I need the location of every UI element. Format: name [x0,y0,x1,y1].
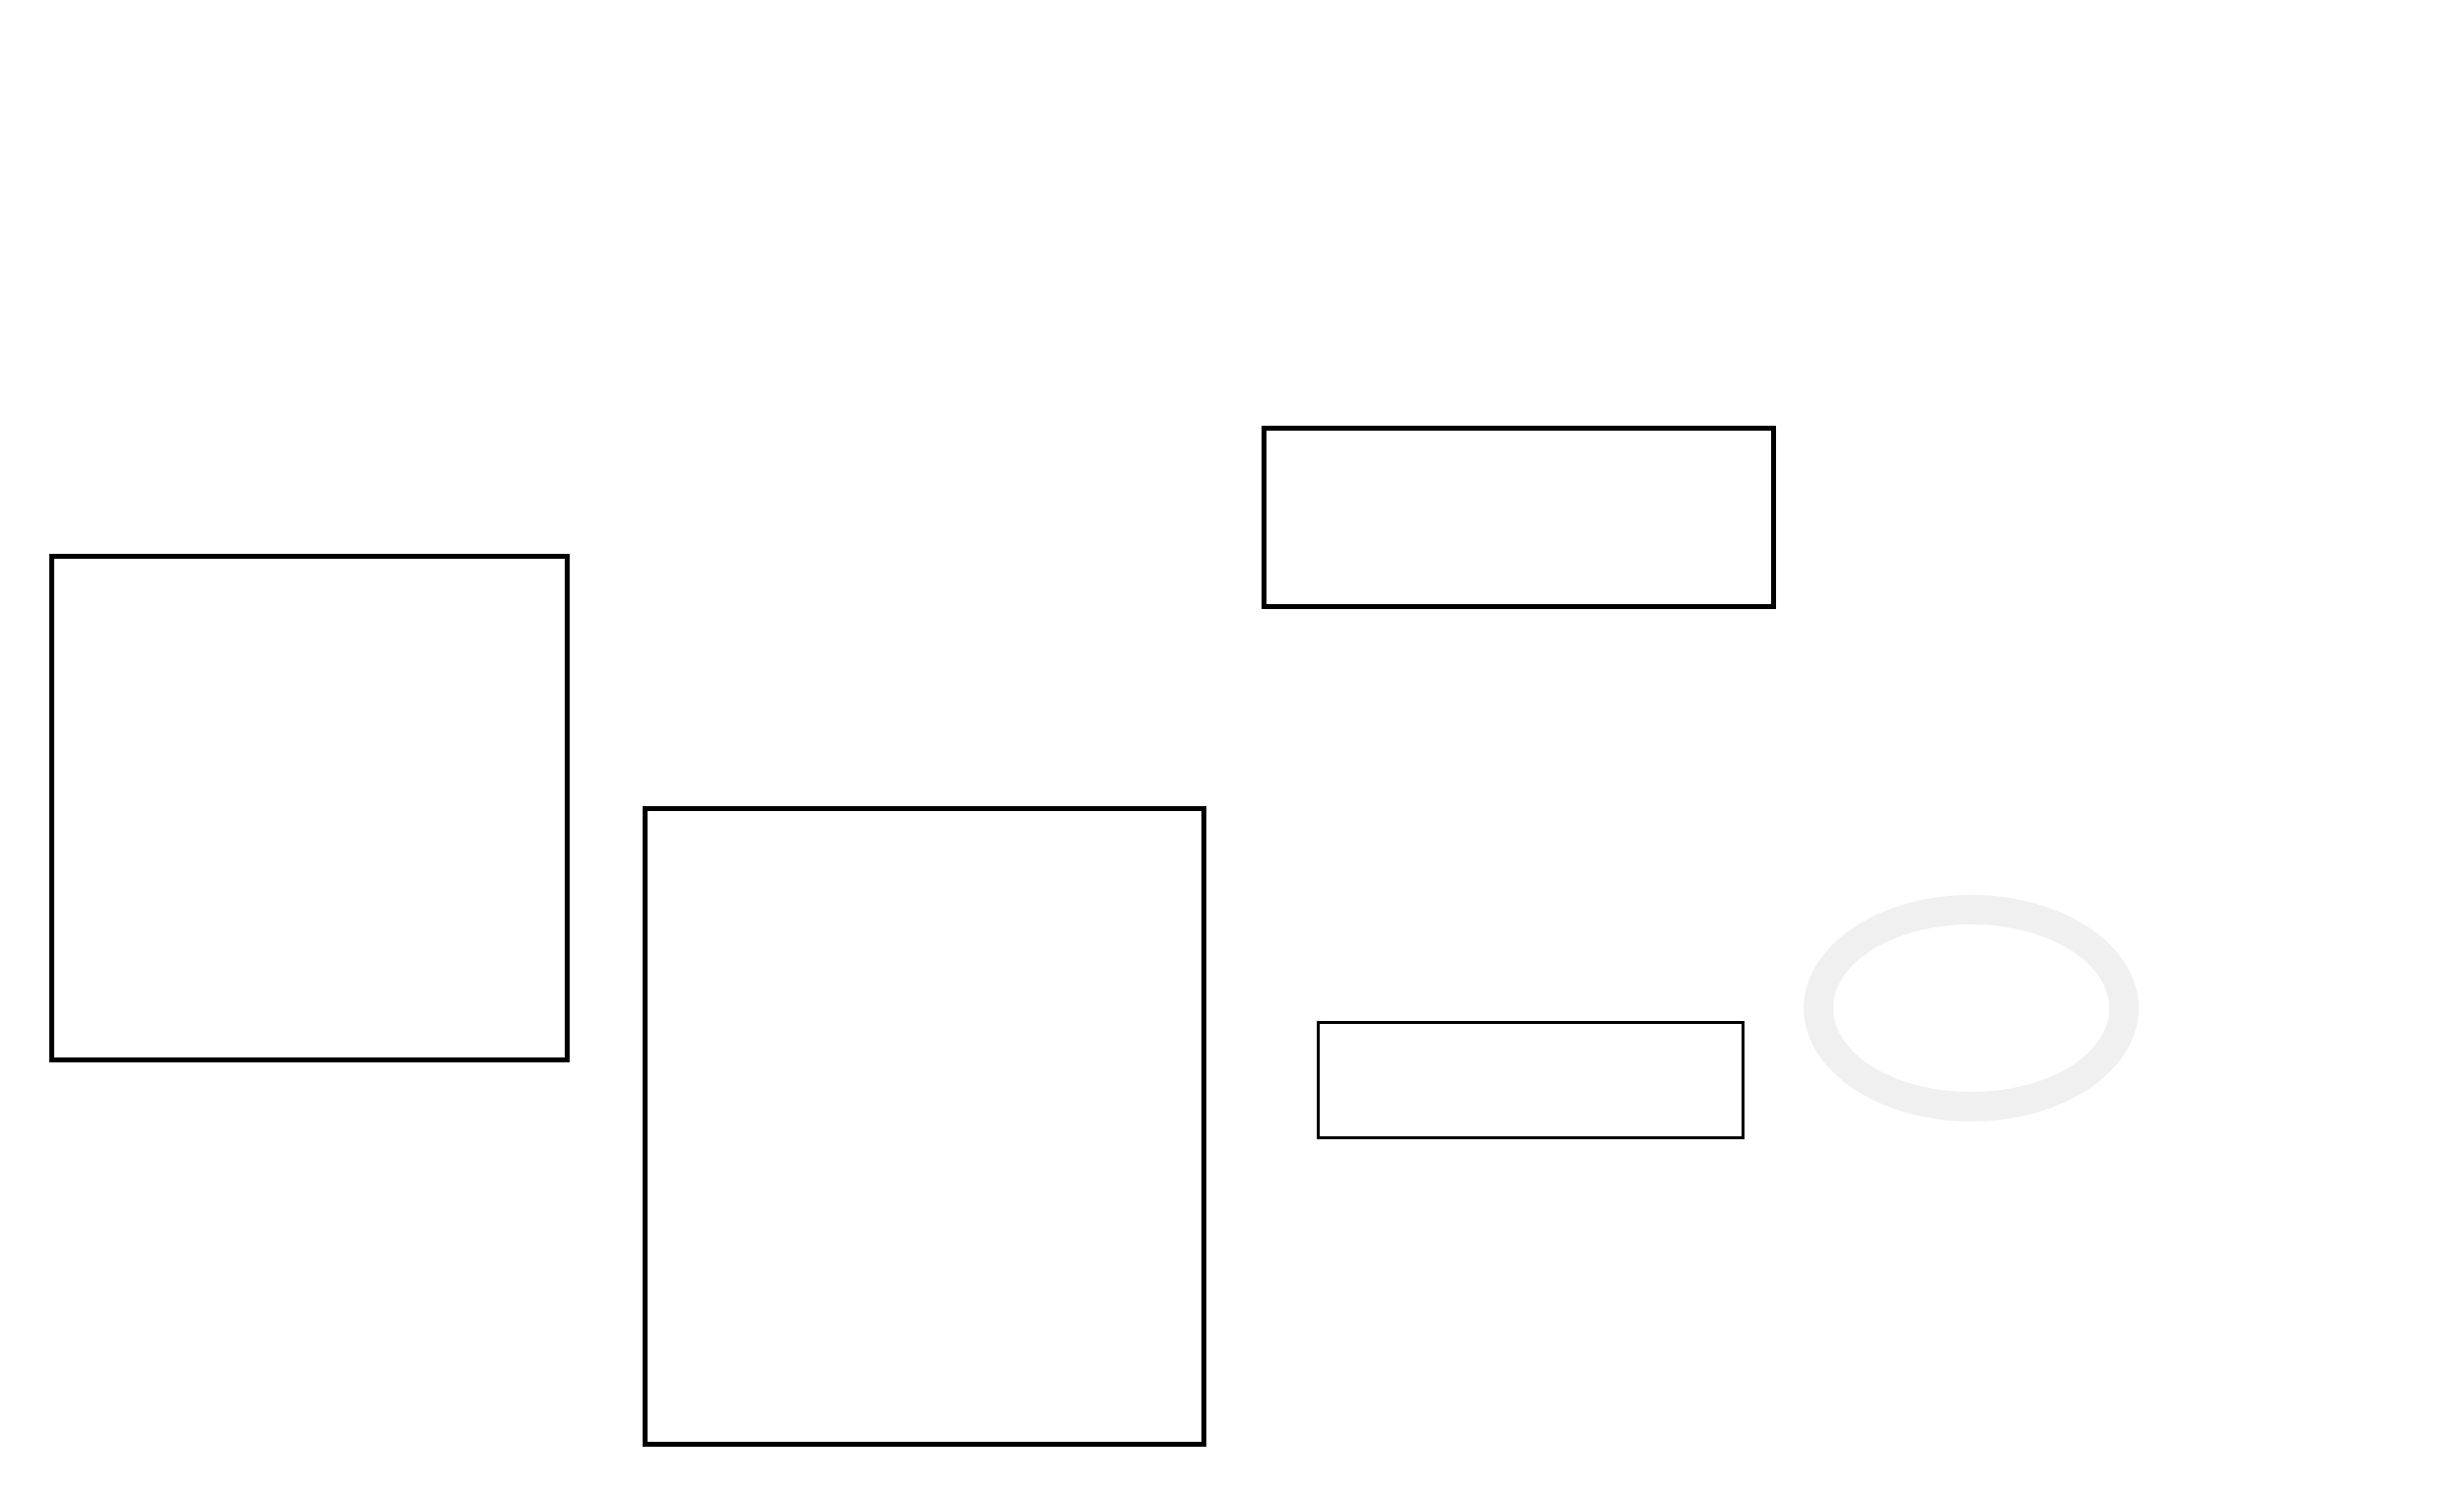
column-hamburgers [1861,0,2442,53]
column-healthy [1244,631,1814,666]
column-meat-eggs [49,0,582,55]
column-pancakes [49,1092,552,1127]
combo-box [49,554,570,1062]
column-egg-sandwiches [1244,0,1814,49]
colorado-jack-box [1262,426,1776,609]
column-omelets [631,0,1198,71]
watermark-logo-icon [1804,895,2139,1122]
greek-chicken-box [1317,1021,1745,1139]
biscuit-box [643,806,1206,1447]
column-breakfast-specials [1244,1159,1814,1187]
